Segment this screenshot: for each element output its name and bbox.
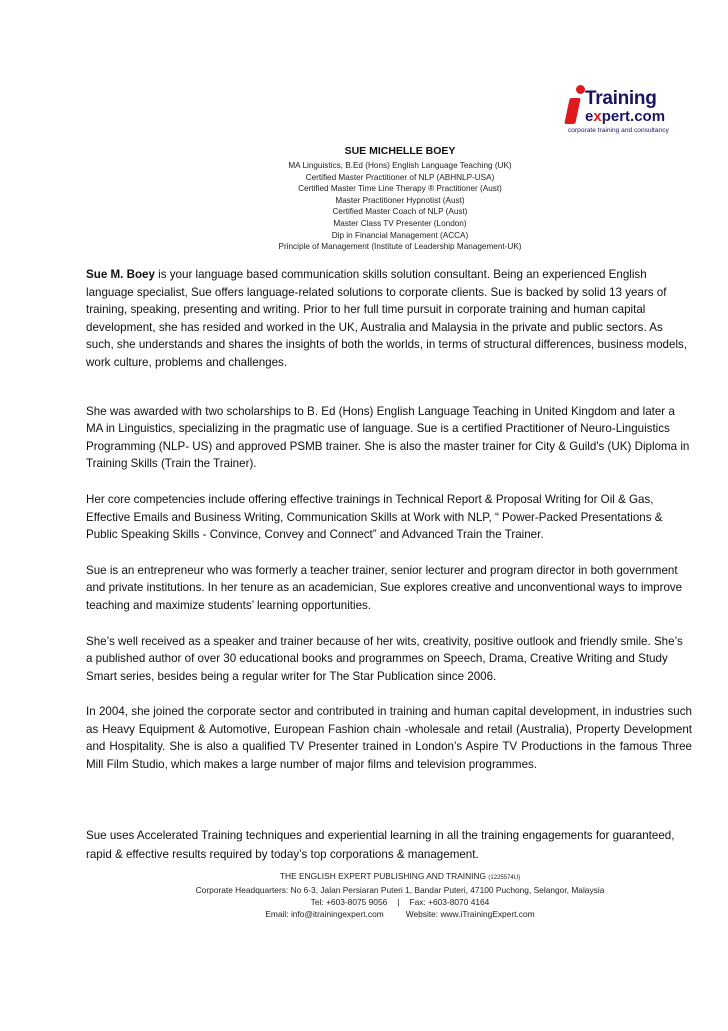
credential-line: Master Practitioner Hypnotist (Aust): [335, 195, 465, 205]
credential-line: Principle of Management (Institute of Leadership Management-UK): [278, 242, 522, 252]
footer-tel: Tel: +603-8075 9056: [310, 897, 388, 907]
company-logo: [555, 84, 687, 140]
biography-body: [86, 266, 692, 864]
bio-paragraph-corporate: In 2004, she joined the corporate sector and contributed in training and human capital development, in industries such as Heavy Equipment & Automotive, European Fashion chain -wholesale and retail (Australia), Property Development and Hospitality. She is also a qualified TV Presenter trained in London’s Aspire TV Productions in the famous Three Mill Film Studio, which makes a large number of major films and television programmes.: [86, 705, 692, 772]
footer-email[interactable]: Email: info@itrainingexpert.com: [265, 909, 384, 919]
credential-line: Certified Master Coach of NLP (Aust): [332, 207, 468, 217]
bio-paragraph-speaker: She’s well received as a speaker and trainer because of her wits, creativity, positive outlook and friendly smile. She’s a published author of over 30 educational books and programmes on Speech, Drama, Creative Writing and Study Smart series, besides being a regular writer for The Star Publication since 2006.: [86, 634, 683, 683]
bio-name-bold: Sue M. Boey: [86, 268, 155, 281]
profile-name: SUE MICHELLE BOEY: [344, 145, 456, 157]
page-footer: [160, 870, 640, 920]
bio-paragraph-intro: [86, 266, 692, 372]
footer-company: THE ENGLISH EXPERT PUBLISHING AND TRAINING: [279, 871, 487, 881]
logo-tagline: corporate training and consultancy: [568, 127, 669, 134]
bio-paragraph-entrepreneur: Sue is an entrepreneur who was formerly a teacher trainer, senior lecturer and program director in both government and private institutions. In her tenure as an academician, Sue explores creative and unconventional ways to improve teaching and maximize students’ learning opportunities.: [86, 563, 683, 612]
credential-line: Master Class TV Presenter (London): [333, 218, 467, 228]
bio-paragraph-methods: Sue uses Accelerated Training techniques and experiential learning in all the training engagements for guaranteed, rapid & effective results required by today’s top corporations & management.: [86, 828, 675, 861]
footer-address: Corporate Headquarters: No 6-3, Jalan Persiaran Puteri 1, Bandar Puteri, 47100 Puchong, Selangor, Malaysia: [195, 885, 605, 895]
logo-i-shape: [564, 98, 581, 124]
credential-line: Dip in Financial Management (ACCA): [331, 230, 469, 240]
logo-wordmark-expert: expert.com: [585, 108, 666, 125]
footer-company-line: [160, 870, 640, 884]
footer-separator: |: [397, 897, 400, 907]
profile-header: [220, 144, 580, 253]
footer-website[interactable]: Website: www.iTrainingExpert.com: [405, 909, 535, 919]
bio-paragraph-competencies: Her core competencies include offering effective trainings in Technical Report & Proposal Writing for Oil & Gas, Effective Emails and Business Writing, Communication Skills at Work with NLP, “ Power-Packed Presentations & Public Speaking Skills - Convince, Convey and Connect” and Advanced Train the Trainer.: [86, 492, 663, 542]
logo-dot-shape: [576, 85, 585, 94]
logo-wordmark-training: Training: [585, 88, 657, 109]
footer-reg-number: (1225574U): [488, 875, 521, 881]
footer-fax: Fax: +603-8070 4164: [409, 897, 490, 907]
credential-line: Certified Master Practitioner of NLP (ABHNLP-USA): [305, 172, 495, 182]
footer-contact-line: [160, 908, 640, 920]
bio-paragraph-education: She was awarded with two scholarships to B. Ed (Hons) English Language Teaching in United Kingdom and later a MA in Linguistics, specializing in the pragmatic use of language. Sue is a certified Practitioner of Neuro-Linguistics Programming (NLP- US) and approved PSMB trainer. She is also the master trainer for City & Guild's (UK) Diploma in Training Skills (Train the Trainer).: [86, 404, 690, 471]
credential-line: MA Linguistics, B.Ed (Hons) English Language Teaching (UK): [288, 161, 512, 170]
footer-phone-line: [160, 896, 640, 908]
credential-line: Certified Master Time Line Therapy ® Practitioner (Aust): [298, 184, 502, 194]
bio-intro-text: is your language based communication skills solution consultant. Being an experienced English language specialist, Sue offers language-related solutions to corporate clients. Sue is backed by solid 13 years of training, speaking, presenting and writing. Prior to her full time pursuit in corporate training and human capital development, she has resided and worked in the UK, Australia and Malaysia in the private and public sectors. As such, she understands and shares the insights of both the worlds, in terms of structural differences, business models, work culture, problems and challenges.: [86, 268, 688, 369]
